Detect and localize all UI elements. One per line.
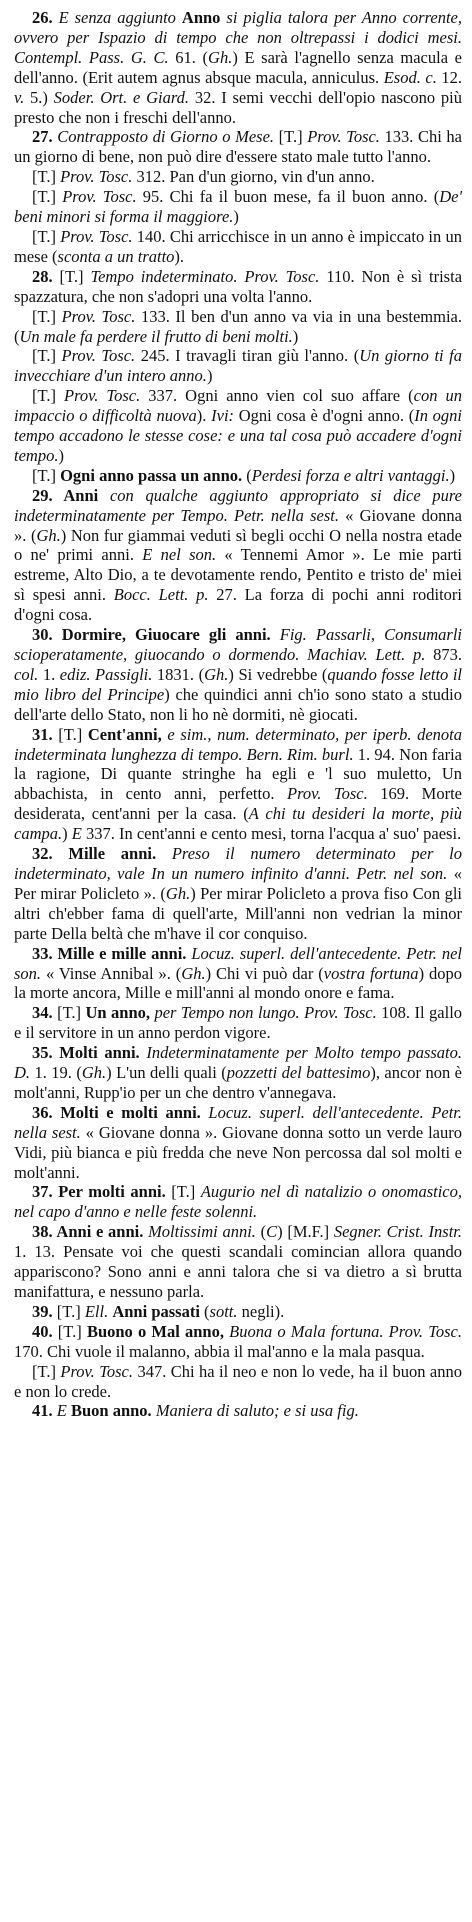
entry-32: 32. Mille anni. Preso il numero determinato per lo indeterminato, vale In un numero infinito d'anni. Petr. nel son. « Per mirar Policleto ». (Gh.) Per mirar Policleto a prova fiso Con gli altri ch'ebber fama di quell'arte, Mill'anni non vedrian la minor parte Della beltà che m'have il cor conquiso.: [14, 844, 463, 943]
entry-28: 28. [T.] Tempo indeterminato. Prov. Tosc. 110. Non è sì trista spazzatura, che non s'adopri una volta l'anno.: [14, 266, 463, 306]
entry-27: 27. Contrapposto di Giorno o Mese. [T.] Prov. Tosc. 133. Chi ha un giorno di bene, non può dire d'essere stato male tutto l'anno.: [14, 127, 462, 167]
entry-40-proverb-347: [T.] Prov. Tosc. 347. Chi ha il neo e non lo vede, ha il buon anno e non lo crede.: [14, 1361, 463, 1401]
entry-27-proverb-95: [T.] Prov. Tosc. 95. Chi fa il buon mese, fa il buon anno. (De' beni minori si forma il maggiore.): [14, 187, 462, 227]
entry-28-proverb-337: [T.] Prov. Tosc. 337. Ogni anno vien col suo affare (con un impaccio o difficoltà nuova). Ivi: Ogni cosa è d'ogni anno. (In ogni tempo accadono le stesse cose: e una tal cosa può accadere d'ogni tempo.): [14, 386, 462, 465]
entry-27-proverb-140: [T.] Prov. Tosc. 140. Chi arricchisce in un anno è impiccato in un mese (sconta a un tratto).: [14, 226, 462, 266]
entry-28-proverb-245: [T.] Prov. Tosc. 245. I travagli tiran giù l'anno. (Un giorno ti fa invecchiare d'un intero anno.): [14, 346, 462, 386]
entry-39: 39. [T.] Ell. Anni passati (sott. negli).: [32, 1301, 285, 1321]
entry-34: 34. [T.] Un anno, per Tempo non lungo. Prov. Tosc. 108. Il gallo e il servitore in un anno perdon vigore.: [14, 1003, 463, 1043]
entry-35: 35. Molti anni. Indeterminatamente per Molto tempo passato. D. 1. 19. (Gh.) L'un delli quali (pozzetti del battesimo), ancor non è molt'anni, Rupp'io per un che dentro v'annegava.: [14, 1043, 462, 1102]
entry-36: 36. Molti e molti anni. Locuz. superl. dell'antecedente. Petr. nella sest. « Giovane donna ». Giovane donna sotto un verde lauro Vidi, più bianca e più fredda che neve Non percossa dal sol molti e molt'anni.: [14, 1102, 463, 1182]
entry-38: 38. Anni e anni. Moltissimi anni. (C) [M.F.] Segner. Crist. Instr. 1. 13. Pensate voi che questi scandali comincian allora quando appariscono? Sono anni e anni talora che si va dietro a sì brutta manifattura, e nessuno parla.: [14, 1222, 462, 1301]
entry-30: 30. Dormire, Giuocare gli anni. Fig. Passarli, Consumarli scioperatamente, giuocando o dormendo. Machiav. Lett. p. 873. col. 1. ediz. Passigli. 1831. (Gh.) Si vedrebbe (quando fosse letto il mio libro del Principe) che quindici anni ch'io sono stato a studio dell'arte dello Stato, non li ho nè dormiti, nè giocati.: [14, 625, 463, 724]
entry-31: 31. [T.] Cent'anni, e sim., num. determinato, per iperb. denota indeterminata lunghezza di tempo. Bern. Rim. burl. 1. 94. Non faria la ragione, Di quante stringhe ha egli e 'l suo muletto, Un abbachista, in cento anni, perfetto. Prov. Tosc. 169. Morte desiderata, cent'anni per la casa. (A chi tu desideri la morte, più campa.) E 337. In cent'anni e cento mesi, torna l'acqua a' suo' paesi.: [14, 724, 463, 844]
entry-33: 33. Mille e mille anni. Locuz. superl. dell'antecedente. Petr. nel son. « Vinse Annibal ». (Gh.) Chi vi può dar (vostra fortuna) dopo la morte ancora, Mille e mill'anni al mondo onore e fama.: [14, 943, 462, 1003]
entry-27-proverb-312: [T.] Prov. Tosc. 312. Pan d'un giorno, vin d'un anno.: [32, 167, 375, 187]
entry-40: 40. [T.] Buono o Mal anno, Buona o Mala fortuna. Prov. Tosc. 170. Chi vuole il malanno, abbia il mal'anno e la mala pasqua.: [14, 1321, 462, 1361]
entry-37: 37. Per molti anni. [T.] Augurio nel dì natalizio o onomastico, nel capo d'anno e nelle feste solenni.: [14, 1182, 462, 1222]
entry-29: 29. Anni con qualche aggiunto appropriato si dice pure indeterminatamente per Tempo. Petr. nella sest. « Giovane donna ». (Gh.) Non fur giammai veduti sì begli occhi O nella nostra etade o ne' primi anni. E nel son. « Tennemi Amor ». Le mie parti estreme, Alto Dio, a te devotamente rendo, Pentito e tristo de' miei sì spesi anni. Bocc. Lett. p. 27. La forza di pochi anni roditori d'ogni cosa.: [14, 485, 463, 625]
entry-26: 26. E senza aggiunto Anno si piglia talora per Anno corrente, ovvero per Ispazio di tempo che non oltrepassi i dodici mesi. Contempl. Pass. G. C. 61. (Gh.) E sarà l'agnello senza macula e dell'anno. (Erit autem agnus absque macula, anniculus. Esod. c. 12. v. 5.) Soder. Ort. e Giard. 32. I semi vecchi dell'opio nascono più presto che non i freschi dell'anno.: [14, 8, 463, 127]
entry-41: 41. E Buon anno. Maniera di saluto; e si usa fig.: [32, 1401, 359, 1421]
entry-28-ogni-anno: [T.] Ogni anno passa un anno. (Perdesi forza e altri vantaggi.): [32, 465, 456, 485]
entry-28-proverb-133: [T.] Prov. Tosc. 133. Il ben d'un anno va via in una bestemmia. (Un male fa perdere il frutto di beni molti.): [14, 306, 462, 346]
